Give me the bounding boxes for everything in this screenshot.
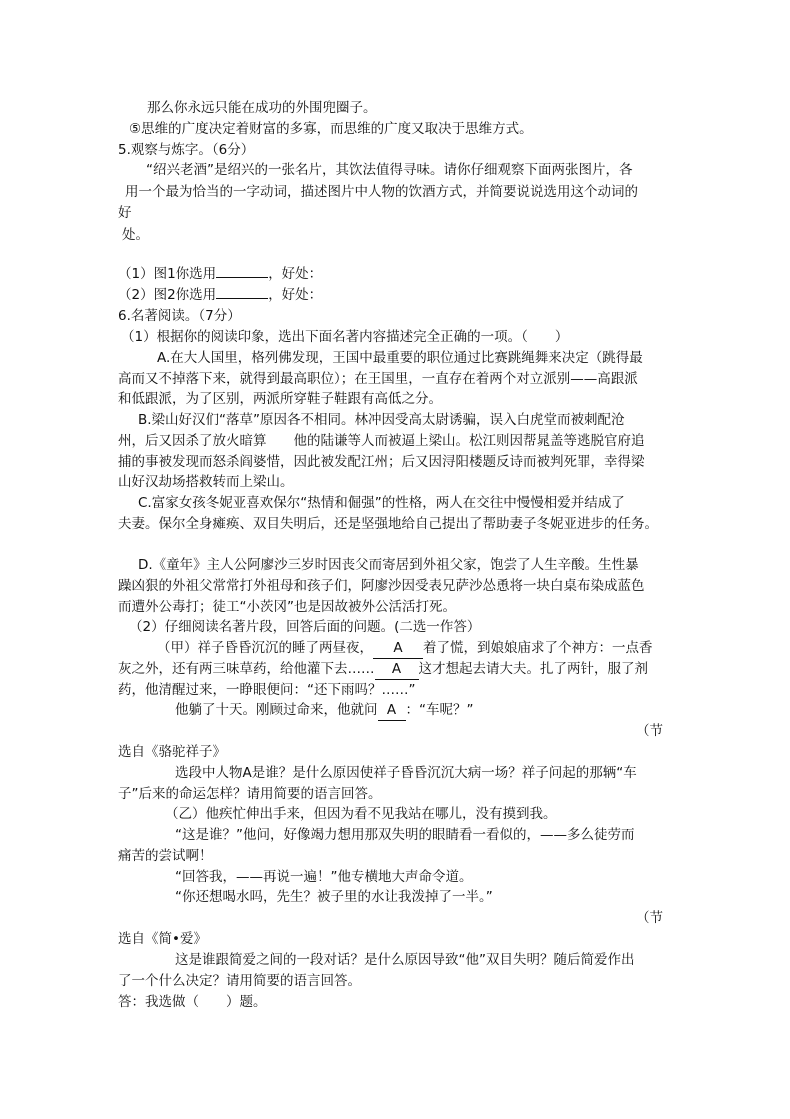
question-6-1: （1）根据你的阅读印象，选出下面名著内容描述完全正确的一项。（ ）	[121, 329, 569, 345]
question-text: 选段中人物A是谁？是什么原因使祥子昏昏沉沉大病一场？祥子问起的那辆“车	[175, 765, 637, 781]
text: 灰之外，还有两三味草药，给他灌下去……	[118, 661, 375, 677]
passage-jia-line	[157, 638, 653, 659]
question-6-2: （2）仔细阅读名著片段，回答后面的问题。(二选一作答）	[129, 619, 481, 635]
answer-line[interactable]: 答：我选做（ ）题。	[118, 994, 267, 1010]
passage-jia-line	[118, 659, 648, 680]
text-line: ⑤思维的广度决定着财富的多寡，而思维的广度又取决于思维方式。	[129, 121, 533, 137]
text-line: 用一个最为恰当的一字动词，描述图片中人物的饮酒方式，并简要说说选用这个动词的	[125, 184, 638, 200]
text: ，好处：	[268, 266, 323, 282]
text-line: 处。	[122, 227, 149, 243]
text-line: 高而又不掉落下来，就得到最高职位）；在王国里，一直存在着两个对立派别——高跟派	[118, 371, 638, 387]
option-b: B.梁山好汉们“落草”原因各不相同。林冲因受高太尉诱骗，误入白虎堂而被刺配沧	[138, 412, 625, 428]
passage-yi-line: （乙）他疾忙伸出手来，但因为看不见我站在哪儿，没有摸到我。	[165, 806, 557, 822]
question-6-title: 6.名著阅读。（7分）	[118, 308, 241, 324]
text: 他躺了十天。刚顾过命来，他就问	[175, 702, 378, 718]
blank-a: A	[373, 638, 423, 659]
text-line: 和低跟派，为了区别，两派所穿鞋子鞋跟有高低之分。	[118, 391, 442, 407]
text: （甲）祥子昏昏沉沉的睡了两昼夜，	[157, 640, 373, 656]
blank-a: A	[378, 700, 406, 721]
text-line: 州，后又因杀了放火暗算 他的陆谦等人而被逼上梁山。松江则因帮晁盖等逃脱官府追	[118, 433, 645, 449]
text: ，好处：	[268, 287, 323, 303]
passage-yi-line: 痛苦的尝试啊！	[118, 848, 213, 864]
passage-jia-line	[175, 700, 474, 721]
source-note: （节	[636, 723, 663, 739]
option-d: D.《童年》主人公阿廖沙三岁时因丧父而寄居到外祖父家，饱尝了人生辛酸。生性暴	[138, 557, 639, 573]
text: （2）图2你选用	[118, 287, 217, 303]
passage-yi-line: “回答我，——再说一遍！”他专横地大声命令道。	[175, 869, 473, 885]
text: 这才想起去请大夫。扎了两针，服了剂	[418, 661, 648, 677]
source-title: 选自《简•爱》	[118, 931, 207, 947]
question-text: 了一个什么决定？请用简要的语言回答。	[118, 973, 361, 989]
source-title: 选自《骆驼祥子》	[118, 744, 226, 760]
option-c: C.富家女孩冬妮亚喜欢保尔“热情和倔强”的性格，两人在交往中慢慢相爱并结成了	[138, 495, 625, 511]
text-line: 而遭外公毒打；徒工“小茨冈”也是因故被外公活活打死。	[118, 599, 456, 615]
option-a: A.在大人国里，格列佛发现，王国中最重要的职位通过比赛跳绳舞来决定（跳得最	[157, 350, 643, 366]
text: 着了慌，到娘娘庙求了个神方：一点香	[423, 640, 653, 656]
text-line: 那么你永远只能在成功的外围兜圈子。	[147, 100, 377, 116]
text-line: 夫妻。保尔全身瘫痪、双目失明后，还是坚强地给自己提出了帮助妻子冬妮亚进步的任务。	[118, 516, 658, 532]
text-line: “绍兴老酒”是绍兴的一张名片，其饮法值得寻味。请你仔细观察下面两张图片，各	[146, 162, 633, 178]
text: （1）图1你选用	[118, 266, 217, 282]
blank-a: A	[375, 659, 419, 680]
question-5-title: 5.观察与炼字。（6分）	[118, 142, 255, 158]
passage-yi-line: “这是谁？”他问，好像竭力想用那双失明的眼睛看一看似的，——多么徒劳而	[175, 827, 635, 843]
source-note: （节	[636, 910, 663, 926]
question-text: 这是谁跟简爱之间的一段对话？是什么原因导致“他”双目失明？随后简爱作出	[175, 952, 635, 968]
text-line: 山好汉劫场搭救转而上梁山。	[118, 474, 294, 490]
answer-blank[interactable]	[216, 277, 268, 278]
text-line: 躁凶狠的外祖父常常打外祖母和孩子们，阿廖沙因受表兄萨沙怂恿将一块白桌布染成蓝色	[118, 578, 645, 594]
passage-yi-line: “你还想喝水吗，先生？被子里的水让我泼掉了一半。”	[175, 889, 493, 905]
question-5-1	[118, 264, 322, 284]
question-text: 子”后来的命运怎样？请用简要的语言回答。	[118, 786, 382, 802]
question-5-2	[118, 285, 322, 305]
text: ：“车呢？”	[405, 702, 474, 718]
text-line: 好	[118, 205, 132, 221]
answer-blank[interactable]	[216, 298, 268, 299]
text-line: 捕的事被发现而怒杀阎婆惜，因此被发配江州；后又因浔阳楼题反诗而被判死罪，幸得梁	[118, 454, 645, 470]
passage-jia-line: 药，他清醒过来，一睁眼便问：“还下雨吗？……”	[118, 682, 416, 698]
